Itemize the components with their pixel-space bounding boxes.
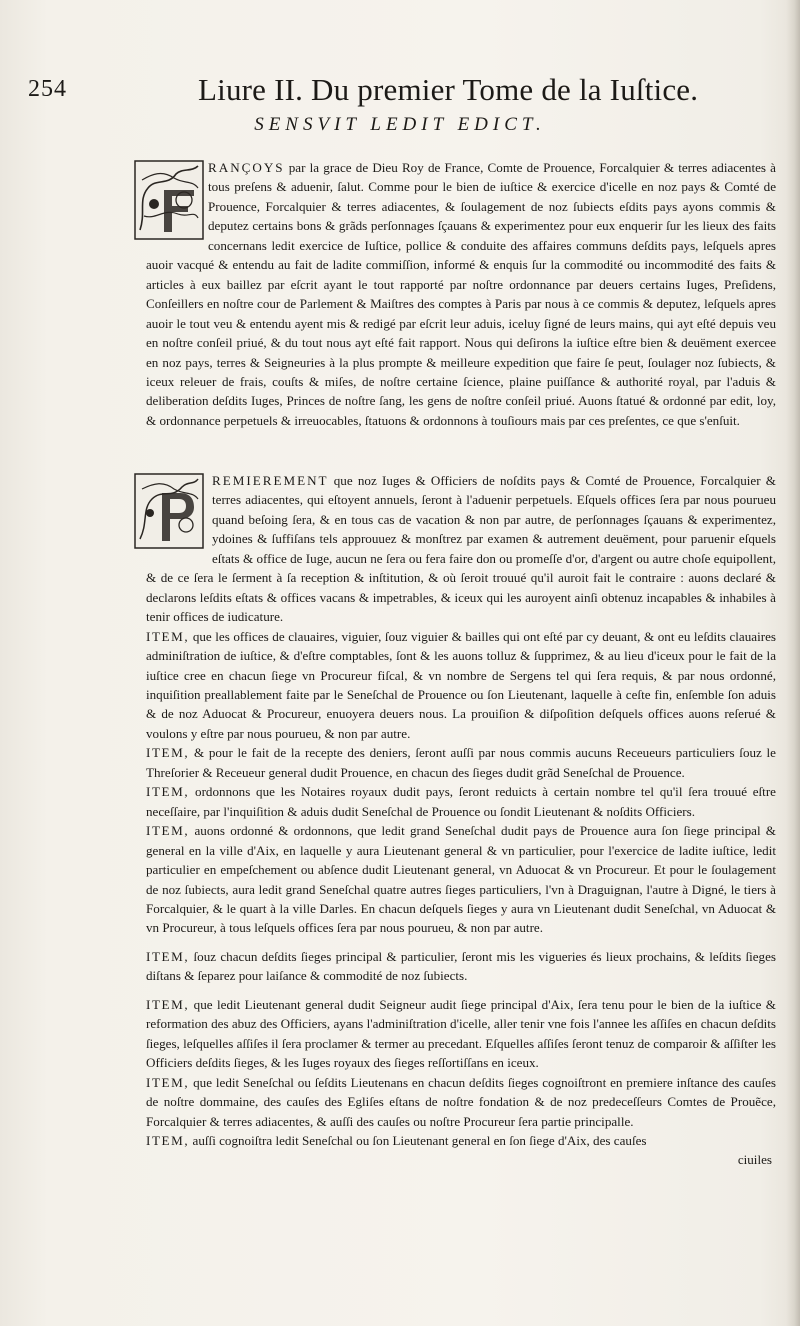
paragraph-item <box>146 1131 776 1150</box>
paragraph-text: auons ordonné & ordonnons, que ledit grand Seneſchal dudit pays de Prouence aura ſon ſiege principal & general en la ville d'Aix, en laquelle y aura Lieutenant general & vn particulier, pour l'exercice de ladite iuſtice, ledit particulier en empeſchement ou abſence dudit Lieutenant general, vn Aduocat & vn Procureur. Et pour le ſoulagement de noz ſubiects, aura ledit grand Seneſchal quatre autres ſieges particuliers, l'vn à Draguignan, l'autre à Digné, le tiers à Forcalquier, & le quart à la ville Darles. En chacun deſquels ſieges y aura vn Lieutenant dudit Seneſchal, vn Aduocat & vn Procureur, à tous leſquels offices ſera par nous pourueu, & non par autre. <box>146 823 776 936</box>
page-header <box>28 72 768 112</box>
paragraph-text: que ledit Seneſchal ou ſeſdits Lieutenans en chacun deſdits ſieges cognoiſtront en premiere inſtance des cauſes de noſtre dommaine, des cauſes des Egliſes eſtans de noſtre fondation & de noz predeceſſeurs Comtes de Prouẽce, Forcalquier & terres adiacentes, & auſſi des cauſes ou noſtre Procureur ſera partie principalle. <box>146 1074 776 1129</box>
paragraph-item <box>146 821 776 938</box>
paragraph-lead: ITEM, <box>146 628 190 644</box>
paragraph-lead: ITEM, <box>146 996 190 1012</box>
paragraph-text: ordonnons que les Notaires royaux dudit pays, ſeront reduicts à certain nombre tel qu'il ſera trouué eſtre neceſſaire, par l'inquiſition & aduis dudit Seneſchal de Prouence ou ſondit Lieutenant & noſdits Officiers. <box>146 784 776 819</box>
paragraph-text: auſſi cognoiſtra ledit Seneſchal ou ſon Lieutenant general en ſon ſiege d'Aix, des cauſes <box>189 1132 647 1148</box>
paragraph-item <box>146 947 776 986</box>
paragraph-text: que les offices de clauaires, viguier, ſouz viguier & bailles qui ont eſté par cy deuant, & ont eu leſdits clauaires adminiſtration de iuſtice, & d'eſtre comptables, ſont & les auons tolluz & ſupprimez, & au lieu d'iceux pour le fait de la iuſtice cree en chacun ſiege vn Procureur fiſcal, & vn nombre de Sergens tel qui ſera requis, & par nous ordonné, inquiſition preallablement faite par le Seneſchal de Prouence ou ſon Lieutenant, laquelle à ceſte fin, enſemble ſon aduis & de noz Aduocat & Procureur, enuoyera deuers nous. La prouiſion & diſpoſition deſquels offices auons reſerué & voulons y eſtre par nous pourueu, & non par autre. <box>146 628 776 741</box>
page-edge-shadow <box>786 0 800 1326</box>
paragraph-lead: ITEM, <box>146 1132 190 1148</box>
paragraph-lead: ITEM, <box>146 823 190 839</box>
text-block-articles <box>146 471 776 1170</box>
decorated-initial-p <box>134 473 204 549</box>
paragraph-text: que ledit Lieutenant general dudit Seigneur audit ſiege principal d'Aix, ſera tenu pour le bien de la iuſtice & reformation des abuz des Officiers, ayans l'adminiſtration d'icelle, aller tenir vne fois l'annee les aſſiſes en chacun deſdits ſieges, leſquelles aſſiſes il ſera proclamer & termer au precedant. Eſquelles aſſiſes ſeront tenuz de comparoir & aſſiſter les Officiers deſdits ſieges, & les Iuges royaux des ſieges reſſortiſſans en iceux. <box>146 996 776 1071</box>
paragraph-item <box>146 995 776 1073</box>
decorated-initial-f <box>134 160 200 240</box>
ornament-icon <box>134 160 204 240</box>
ornament-icon <box>134 473 204 549</box>
catchword-line <box>146 1150 776 1169</box>
section-title: SENSVIT LEDIT EDICT. <box>254 114 546 135</box>
text-block-preamble <box>146 158 776 430</box>
paragraph-lead: ITEM, <box>146 948 190 964</box>
paragraph-lead: ITEM, <box>146 784 190 800</box>
paragraph-text: que noz Iuges & Officiers de noſdits pays & Comté de Prouence, Forcalquier & terres adiacentes, qui eſtoyent annuels, ſeront à l'aduenir perpetuels. Eſquels offices ſera par nous pourueu quand beſoing ſera, & en tous cas de vacation & non par autre, de perſonnages ſçauans & experimentez, ydoines & ſuffiſans tels approuuez & monſtrez par examen & autrement deuëment, pour paruenir eſquels eſtats & office de Iuge, aucun ne ſera ou fera faire don ou promeſſe d'or, d'argent ou autre choſe equipollent, & de ce ſera le ſerment à ſa reception & inſtitution, & où ſeroit trouué qu'il auroit fait le contraire : auons declaré & declarons leſdits eſtats & offices vacans & impetrables, & iceux qui les auroyent ainſi obtenuz incapables & inhabiles à tenir offices de iudicature. <box>146 473 776 625</box>
paragraph-item <box>146 743 776 782</box>
paragraph-lead: ITEM, <box>146 1074 190 1090</box>
paragraph-text: & pour le fait de la recepte des deniers, ſeront auſſi par nous commis aucuns Receueurs particuliers ſouz le Threſorier & Receueur general dudit Prouence, en chacun des ſieges dudit grãd Seneſchal de Prouence. <box>146 745 776 780</box>
paragraph-lead: ITEM, <box>146 745 190 761</box>
paragraph-lead: RANÇOYS <box>208 160 285 175</box>
paragraph-lead: REMIEREMENT <box>212 473 329 488</box>
paragraph-item <box>146 1073 776 1131</box>
page-number: 254 <box>28 76 67 102</box>
catchword: ciuiles <box>737 1152 772 1168</box>
paragraph-item <box>146 627 776 744</box>
paragraph-premierement <box>146 471 776 627</box>
paragraph-preamble <box>146 158 776 430</box>
running-title: Liure II. Du premier Tome de la Iuſtice. <box>198 72 699 107</box>
paragraph-text: ſouz chacun deſdits ſieges principal & particulier, ſeront mis les vigueries és lieux prochains, & leſdits ſieges diſtans & ſeparez pour laiſance & commodité de noz ſubiects. <box>146 948 776 984</box>
paragraph-text: par la grace de Dieu Roy de France, Comte de Prouence, Forcalquier & terres adiacentes à tous preſens & aduenir, ſalut. Comme pour le bien de iuſtice & exercice d'icelle en noz pays & Comté de Prouence, Forcalquier & terres adiacentes, & ſoulagement de noz ſubiects eſdits pays ayons commis & deputez certains bons & grãds perſonnages ſçauans & experimentez pour eux enquerir ſur les lieux des faits concernans ledit exercice de Iuſtice, pollice & conduite des affaires communs deſdits pays, leſquels apres auoir vacqué & entendu au fait de ladite commiſſion, informé & enquis ſur la commodité ou incommodité des faits & articles à eux baillez par eſcrit ayant le tout rapporté par noſtre ordonnance par deuers certains Iuges, Preſidens, Conſeillers en noſtre cour de Parlement & Maiſtres des comptes à Paris par nous à ce commis & deputez, leſquels apres auoir le tout veu & entendu ayent mis & redigé par eſcrit leur aduis, iceluy ſigné de leurs mains, qui ayt eſté depuis veu en noſtre conſeil priué, & du tout nous ayt eſté fait rapport. Nous qui deſirons la iuſtice eſtre bien & deuëment exercee en noz pays, terres & Seigneuries à la plus prompte & meilleure expedition que faire ſe peut, ſoulager noz ſubiects, & iceux releuer de frais, couſts & miſes, de noſtre certaine ſcience, plaine puiſſance & authorité royal, par l'aduis & deliberation deſdits Iuges, Princes de noſtre ſang, les gens de noſtre conſeil priué. Auons ſtatué & ordonné par edit, loy, & ordonnance perpetuels & irreuocables, ſtatuons & ordonnons à touſiours mais par ces preſentes, ce que s'enſuit. <box>146 160 776 428</box>
paragraph-item <box>146 782 776 821</box>
